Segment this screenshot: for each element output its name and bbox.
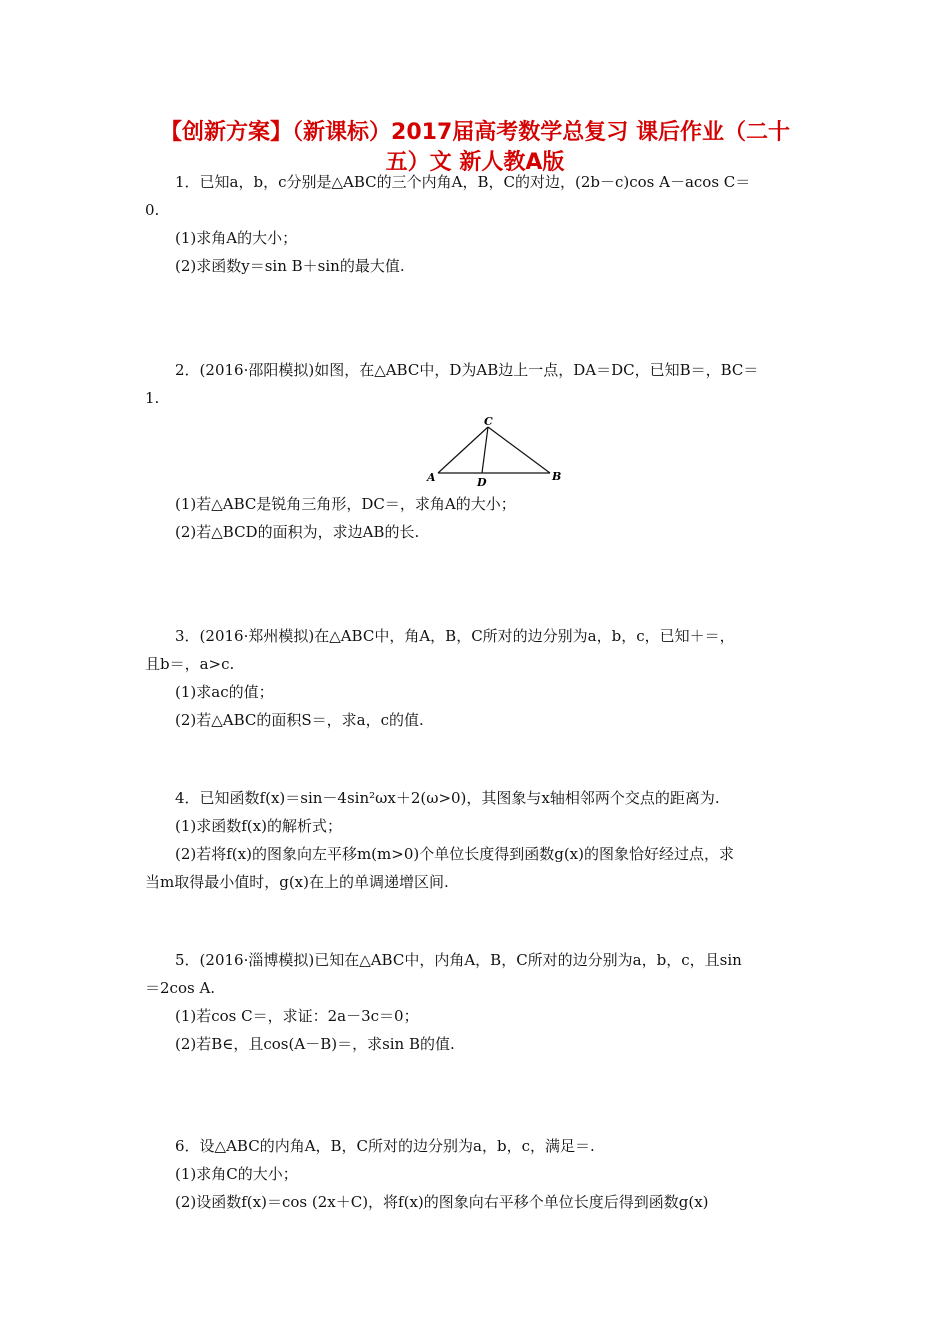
problem-1-stem-cont: 0. <box>145 201 160 219</box>
problem-4-stem: 4．已知函数f(x)＝sin－4sin²ωx＋2(ω>0)，其图象与x轴相邻两个交点的距离为. <box>175 789 720 807</box>
problem-4-part-2-cont: 当m取得最小值时，g(x)在上的单调递增区间. <box>145 873 449 891</box>
problem-1-stem: 1．已知a，b，c分别是△ABC的三个内角A，B，C的对边，(2b－c)cos A－acos C＝ <box>175 173 751 191</box>
document-title <box>100 118 850 178</box>
problem-1-part-1: (1)求角A的大小； <box>175 229 298 247</box>
problem-6-stem: 6．设△ABC的内角A，B，C所对的边分别为a，b，c，满足＝. <box>175 1137 595 1155</box>
segment-ac <box>438 427 488 473</box>
label-b: B <box>552 470 562 483</box>
title-line-2: 五）文 新人教A版 <box>385 150 565 175</box>
problem-1-part-2: (2)求函数y＝sin B＋sin的最大值. <box>175 257 405 275</box>
problem-2-stem: 2．(2016·邵阳模拟)如图，在△ABC中，D为AB边上一点，DA＝DC，已知B＝，BC＝ <box>175 361 759 379</box>
problem-5-part-1: (1)若cos C＝，求证：2a－3c＝0； <box>175 1007 419 1025</box>
problem-2-stem-cont: 1. <box>145 389 160 407</box>
problem-2-part-2: (2)若△BCD的面积为，求边AB的长. <box>175 523 420 541</box>
problem-5-stem-cont: ＝2cos A. <box>145 979 216 997</box>
problem-5-stem: 5．(2016·淄博模拟)已知在△ABC中，内角A，B，C所对的边分别为a，b，c，且sin <box>175 951 742 969</box>
problem-3-stem-cont: 且b＝，a>c. <box>145 655 235 673</box>
title-line-1: 【创新方案】（新课标）2017届高考数学总复习 课后作业（二十 <box>160 120 790 145</box>
problem-6-part-1: (1)求角C的大小； <box>175 1165 298 1183</box>
problem-5-part-2: (2)若B∈，且cos(A－B)＝，求sin B的值. <box>175 1035 455 1053</box>
label-a: A <box>427 471 436 484</box>
problem-3-stem: 3．(2016·郑州模拟)在△ABC中，角A，B，C所对的边分别为a，b，c，已知＋＝， <box>175 627 735 645</box>
problem-4-part-1: (1)求函数f(x)的解析式； <box>175 817 342 835</box>
segment-cd <box>482 427 488 473</box>
problem-4-part-2: (2)若将f(x)的图象向左平移m(m>0)个单位长度得到函数g(x)的图象恰好经过点，求 <box>175 845 734 863</box>
problem-2-part-1: (1)若△ABC是锐角三角形，DC＝，求角A的大小； <box>175 495 516 513</box>
problem-6-part-2: (2)设函数f(x)＝cos (2x＋C)，将f(x)的图象向右平移个单位长度后得到函数g(x) <box>175 1193 709 1211</box>
problem-3-part-1: (1)求ac的值； <box>175 683 274 701</box>
label-c: C <box>484 415 493 428</box>
problem-3-part-2: (2)若△ABC的面积S＝，求a，c的值. <box>175 711 424 729</box>
segment-cb <box>488 427 550 473</box>
label-d: D <box>477 476 487 489</box>
triangle-figure <box>420 415 570 490</box>
